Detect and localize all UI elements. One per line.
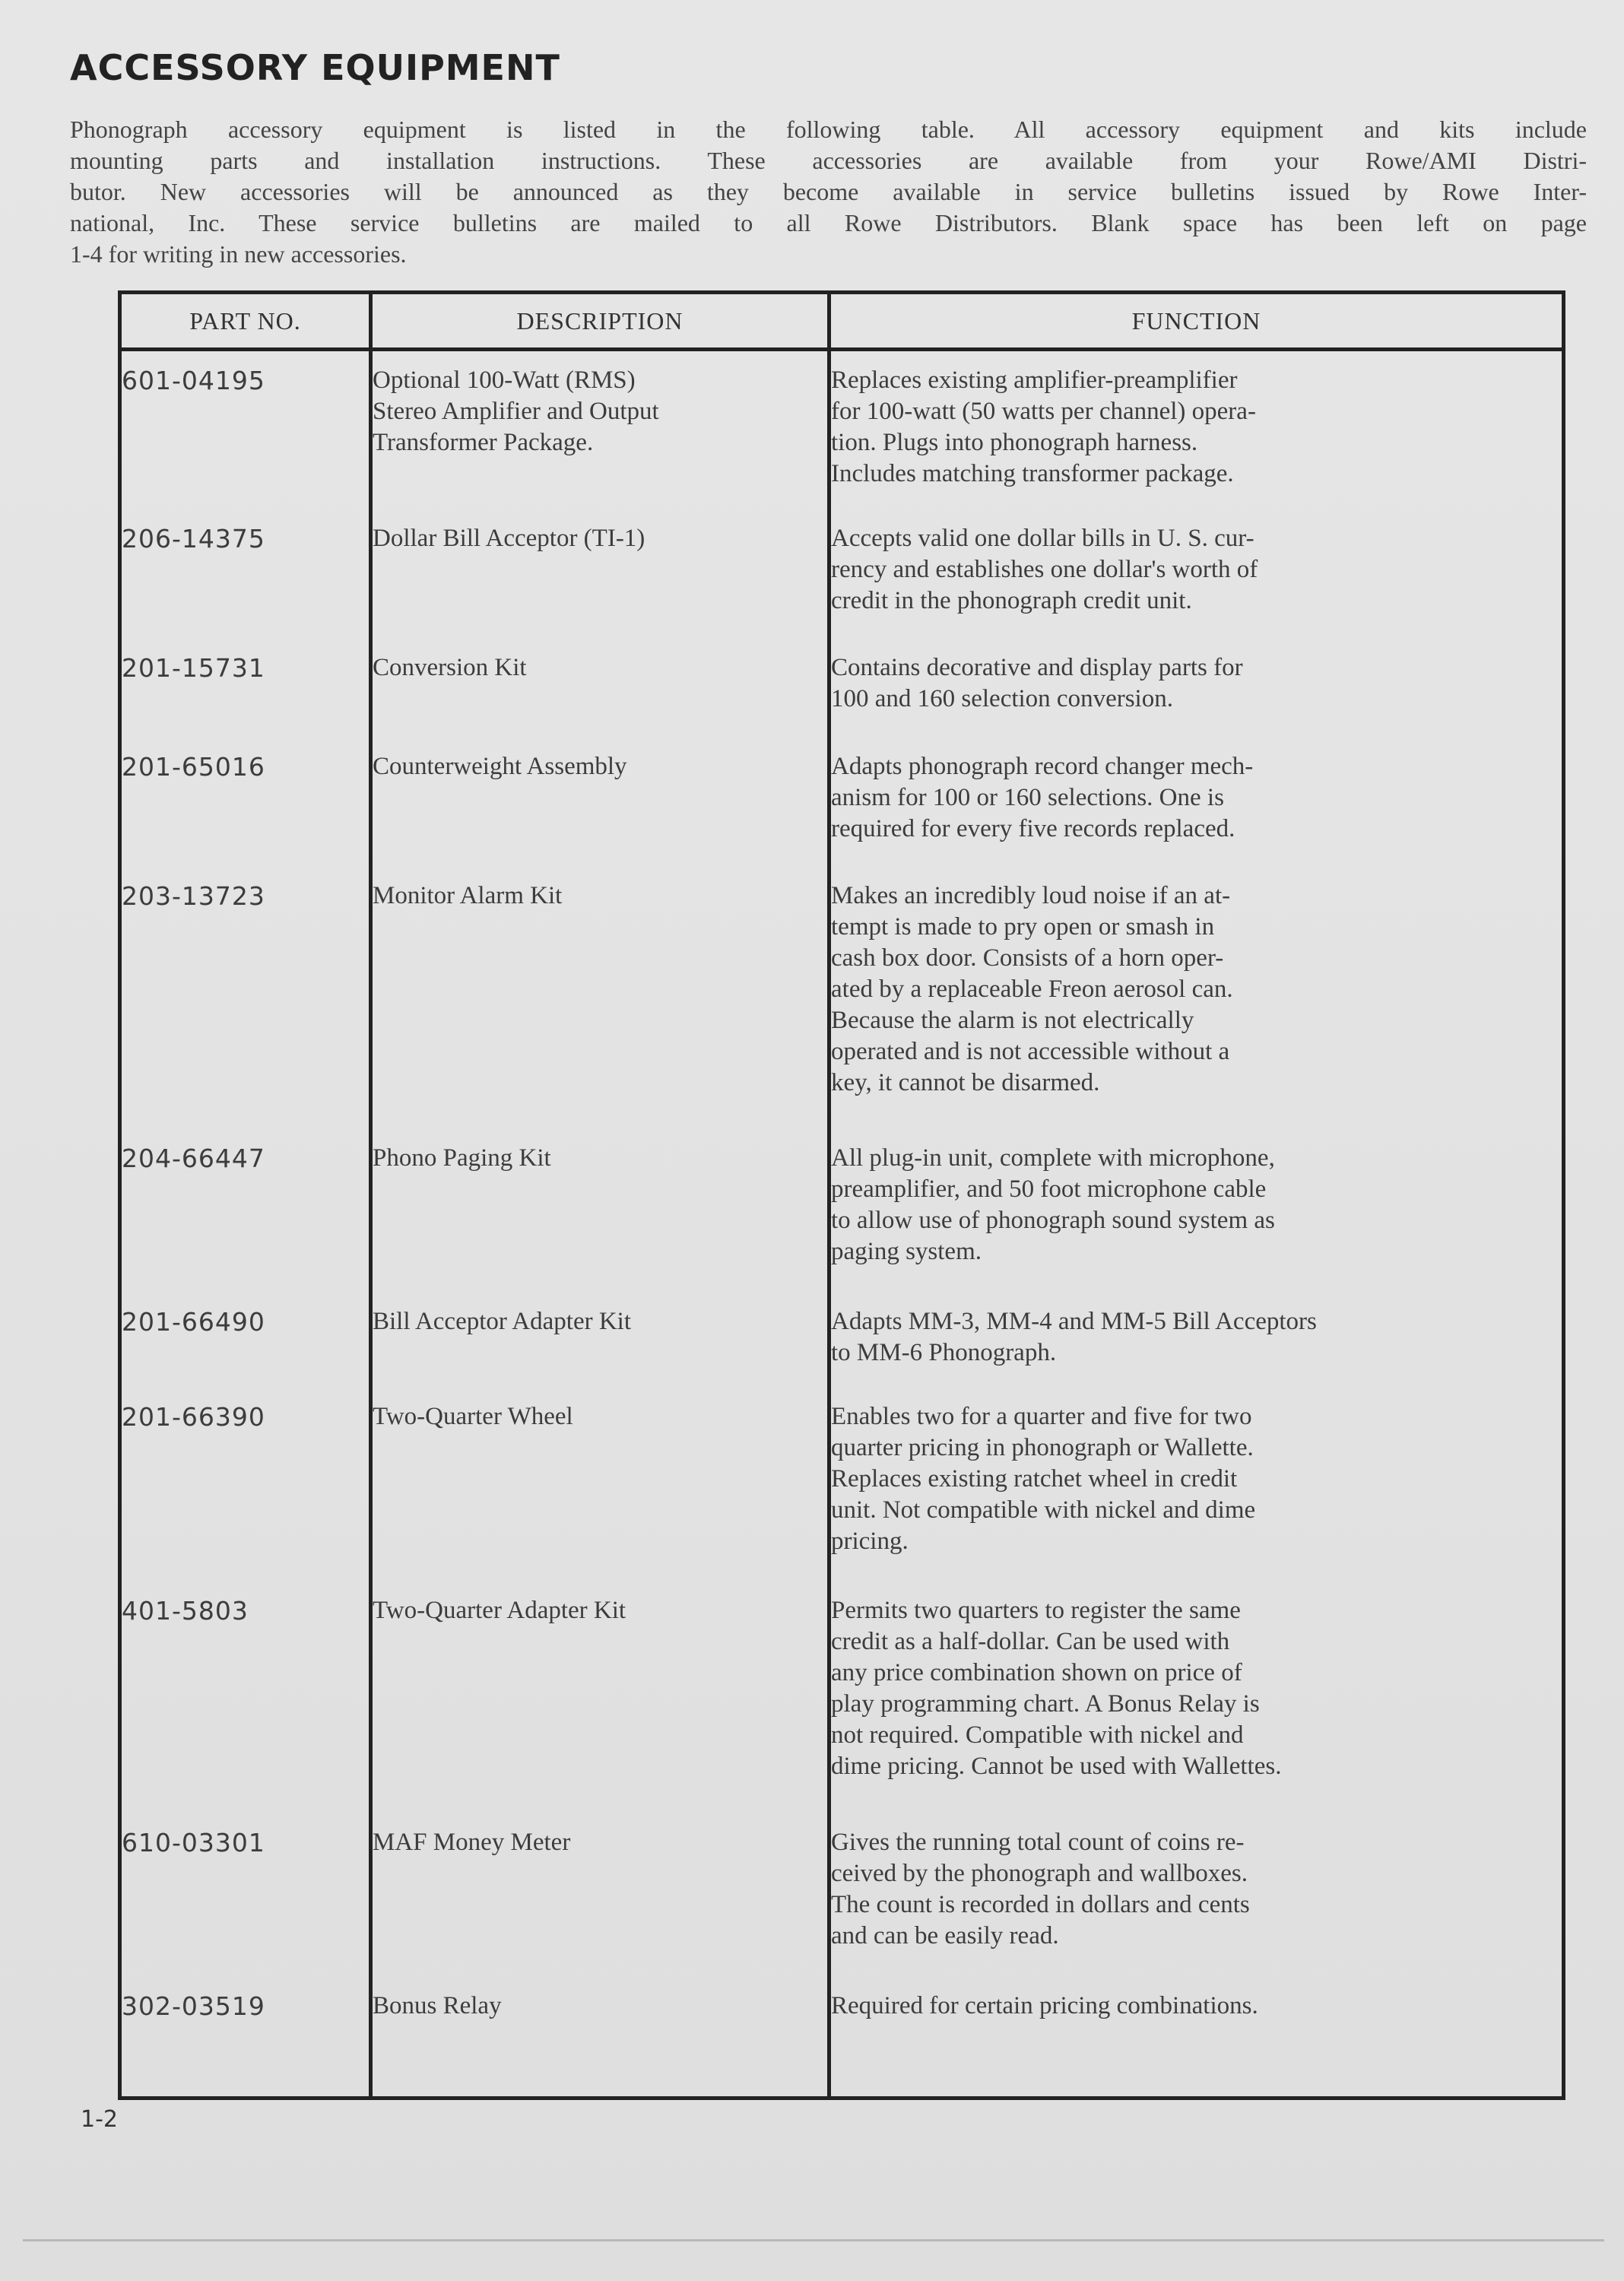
description-line: Stereo Amplifier and Output bbox=[373, 398, 659, 425]
function-cell bbox=[829, 1581, 1564, 1813]
part-number: 201-66390 bbox=[122, 1401, 265, 1432]
part-number-cell bbox=[120, 509, 371, 639]
table-row bbox=[120, 1581, 1564, 1813]
description-line: Counterweight Assembly bbox=[373, 752, 627, 780]
function-cell bbox=[829, 1129, 1564, 1293]
function-line: Includes matching transformer package. bbox=[831, 460, 1234, 487]
function-line: operated and is not accessible without a bbox=[831, 1037, 1230, 1065]
function-cell bbox=[829, 738, 1564, 867]
table-row bbox=[120, 1293, 1564, 1388]
function-cell bbox=[829, 1813, 1564, 1977]
part-number: 610-03301 bbox=[122, 1827, 265, 1857]
intro-paragraph bbox=[70, 114, 1587, 270]
intro-line: mounting parts and installation instructions. These accessories are available from your Rowe/AMI Distri- bbox=[70, 147, 1587, 174]
part-number-cell bbox=[120, 1293, 371, 1388]
function-line: credit in the phonograph credit unit. bbox=[831, 586, 1192, 614]
description-cell bbox=[371, 1581, 829, 1813]
description-cell bbox=[371, 639, 829, 738]
table-row bbox=[120, 1129, 1564, 1293]
function-line: key, it cannot be disarmed. bbox=[831, 1068, 1100, 1096]
function-line: Enables two for a quarter and five for two bbox=[831, 1402, 1252, 1430]
part-number: 201-65016 bbox=[122, 751, 265, 782]
function-line: any price combination shown on price of bbox=[831, 1658, 1242, 1686]
description-cell bbox=[371, 350, 829, 509]
function-line: Contains decorative and display parts for bbox=[831, 653, 1243, 681]
function-line: pricing. bbox=[831, 1527, 909, 1555]
table-row bbox=[120, 509, 1564, 639]
function-line: 100 and 160 selection conversion. bbox=[831, 684, 1173, 712]
header-part-no: PART NO. bbox=[120, 293, 371, 350]
part-number-cell bbox=[120, 1129, 371, 1293]
part-number-cell bbox=[120, 1813, 371, 1977]
part-number: 302-03519 bbox=[122, 1991, 265, 2021]
header-description: DESCRIPTION bbox=[371, 293, 829, 350]
function-cell bbox=[829, 350, 1564, 509]
function-line: Replaces existing amplifier-preamplifier bbox=[831, 366, 1238, 394]
function-line: play programming chart. A Bonus Relay is bbox=[831, 1689, 1260, 1718]
function-line: Permits two quarters to register the same bbox=[831, 1596, 1241, 1624]
table-row bbox=[120, 350, 1564, 509]
description-line: Bonus Relay bbox=[373, 1991, 502, 2019]
function-line: anism for 100 or 160 selections. One is bbox=[831, 783, 1224, 811]
part-number-cell bbox=[120, 1977, 371, 2099]
intro-line: Phonograph accessory equipment is listed in the following table. All accessory equipment and kits include bbox=[70, 116, 1587, 143]
description-line: Phono Paging Kit bbox=[373, 1144, 551, 1172]
intro-line: 1-4 for writing in new accessories. bbox=[70, 240, 407, 268]
description-cell bbox=[371, 1293, 829, 1388]
description-cell bbox=[371, 1129, 829, 1293]
function-line: to allow use of phonograph sound system as bbox=[831, 1206, 1275, 1234]
part-number: 401-5803 bbox=[122, 1595, 249, 1626]
part-number: 601-04195 bbox=[122, 366, 265, 395]
description-cell bbox=[371, 867, 829, 1129]
description-line: Monitor Alarm Kit bbox=[373, 881, 563, 909]
function-line: Makes an incredibly loud noise if an at- bbox=[831, 881, 1231, 909]
function-line: preamplifier, and 50 foot microphone cable bbox=[831, 1175, 1267, 1203]
function-line: for 100-watt (50 watts per channel) opera- bbox=[831, 398, 1256, 425]
part-number: 206-14375 bbox=[122, 523, 265, 554]
function-line: Replaces existing ratchet wheel in credit bbox=[831, 1464, 1238, 1493]
function-line: ated by a replaceable Freon aerosol can. bbox=[831, 975, 1233, 1003]
description-cell bbox=[371, 1813, 829, 1977]
function-cell bbox=[829, 1388, 1564, 1581]
table-row bbox=[120, 738, 1564, 867]
function-line: Adapts MM-3, MM-4 and MM-5 Bill Acceptors bbox=[831, 1307, 1317, 1335]
function-line: Accepts valid one dollar bills in U. S. cur- bbox=[831, 524, 1254, 552]
function-line: to MM-6 Phonograph. bbox=[831, 1338, 1057, 1366]
function-line: cash box door. Consists of a horn oper- bbox=[831, 944, 1224, 972]
part-number: 204-66447 bbox=[122, 1143, 265, 1173]
table-row bbox=[120, 1388, 1564, 1581]
function-line: unit. Not compatible with nickel and dime bbox=[831, 1496, 1256, 1524]
description-cell bbox=[371, 509, 829, 639]
part-number-cell bbox=[120, 867, 371, 1129]
bottom-divider bbox=[23, 2239, 1604, 2241]
intro-line: national, Inc. These service bulletins are mailed to all Rowe Distributors. Blank space has been left on page bbox=[70, 209, 1587, 236]
description-cell bbox=[371, 1388, 829, 1581]
part-number: 201-66490 bbox=[122, 1306, 265, 1337]
part-number-cell bbox=[120, 738, 371, 867]
description-line: Two-Quarter Wheel bbox=[373, 1402, 573, 1430]
function-line: quarter pricing in phonograph or Wallette. bbox=[831, 1433, 1254, 1461]
table-row bbox=[120, 1813, 1564, 1977]
description-line: MAF Money Meter bbox=[373, 1828, 571, 1856]
function-line: Gives the running total count of coins re- bbox=[831, 1828, 1245, 1856]
function-line: and can be easily read. bbox=[831, 1921, 1059, 1949]
function-line: tion. Plugs into phonograph harness. bbox=[831, 429, 1198, 456]
function-cell bbox=[829, 867, 1564, 1129]
page-number: 1-2 bbox=[81, 2106, 118, 2133]
table-body bbox=[120, 350, 1564, 2099]
description-line: Conversion Kit bbox=[373, 653, 527, 681]
function-line: not required. Compatible with nickel and bbox=[831, 1721, 1244, 1749]
function-line: Because the alarm is not electrically bbox=[831, 1006, 1194, 1034]
part-number-cell bbox=[120, 1581, 371, 1813]
function-line: Required for certain pricing combinations. bbox=[831, 1991, 1258, 2019]
function-line: credit as a half-dollar. Can be used with bbox=[831, 1627, 1230, 1655]
function-line: The count is recorded in dollars and cents bbox=[831, 1890, 1250, 1918]
function-line: Adapts phonograph record changer mech- bbox=[831, 752, 1254, 780]
function-cell bbox=[829, 1977, 1564, 2099]
description-line: Transformer Package. bbox=[373, 429, 594, 456]
description-line: Optional 100-Watt (RMS) bbox=[373, 366, 636, 394]
part-number: 203-13723 bbox=[122, 880, 265, 911]
page-heading: ACCESSORY EQUIPMENT bbox=[70, 47, 560, 88]
intro-line: butor. New accessories will be announced as they become available in service bulletins issued by Rowe Inter- bbox=[70, 178, 1587, 205]
description-cell bbox=[371, 1977, 829, 2099]
function-line: required for every five records replaced. bbox=[831, 814, 1235, 842]
header-function: FUNCTION bbox=[829, 293, 1564, 350]
function-cell bbox=[829, 509, 1564, 639]
function-line: paging system. bbox=[831, 1237, 982, 1265]
function-line: dime pricing. Cannot be used with Wallettes. bbox=[831, 1752, 1282, 1780]
part-number-cell bbox=[120, 639, 371, 738]
part-number-cell bbox=[120, 350, 371, 509]
description-cell bbox=[371, 738, 829, 867]
function-line: tempt is made to pry open or smash in bbox=[831, 912, 1215, 941]
function-line: ceived by the phonograph and wallboxes. bbox=[831, 1859, 1248, 1887]
table-row bbox=[120, 867, 1564, 1129]
function-cell bbox=[829, 639, 1564, 738]
function-cell bbox=[829, 1293, 1564, 1388]
table-row bbox=[120, 1977, 1564, 2099]
table-header-row bbox=[120, 293, 1564, 350]
function-line: rency and establishes one dollar's worth of bbox=[831, 555, 1258, 583]
part-number: 201-15731 bbox=[122, 652, 265, 683]
function-line: All plug-in unit, complete with microphone, bbox=[831, 1144, 1275, 1172]
description-line: Dollar Bill Acceptor (TI-1) bbox=[373, 524, 645, 552]
description-line: Two-Quarter Adapter Kit bbox=[373, 1596, 626, 1624]
part-number-cell bbox=[120, 1388, 371, 1581]
description-line: Bill Acceptor Adapter Kit bbox=[373, 1307, 632, 1335]
accessory-table bbox=[118, 290, 1565, 2100]
table-row bbox=[120, 639, 1564, 738]
